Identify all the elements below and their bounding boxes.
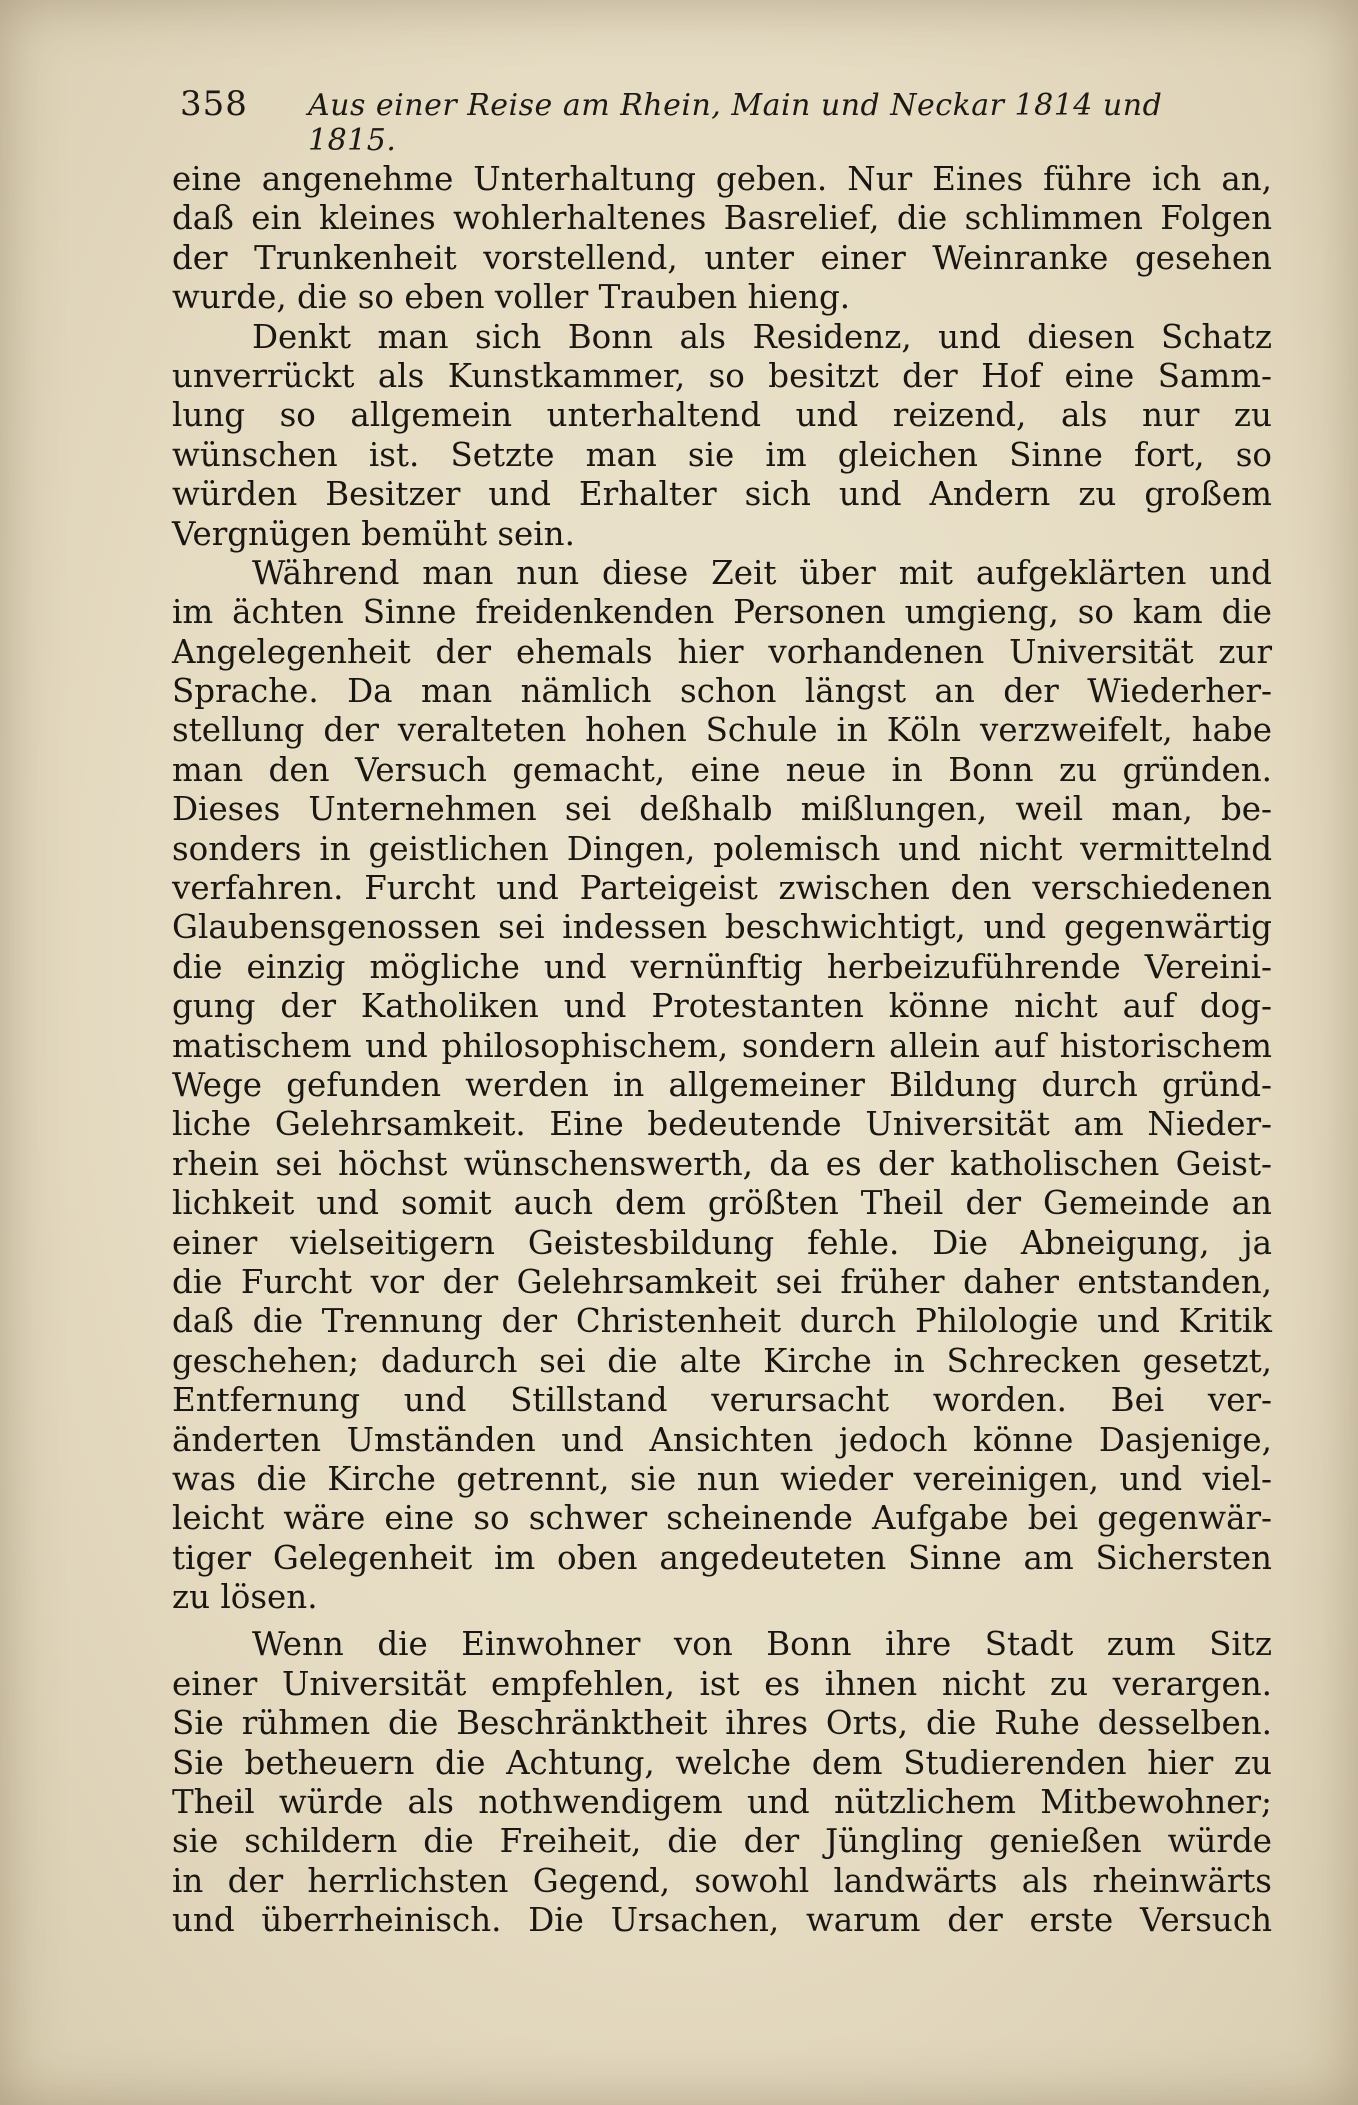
body-text	[172, 160, 1272, 1941]
text-line: änderten Umständen und Ansichten jedoch könne Dasjenige,	[172, 1420, 1272, 1459]
text-line: Entfernung und Stillstand verursacht worden. Bei ver-	[172, 1381, 1272, 1420]
text-line: die Furcht vor der Gelehrsamkeit sei früher daher entstanden,	[172, 1262, 1272, 1301]
text-line: gung der Katholiken und Protestanten könne nicht auf dog-	[172, 987, 1272, 1026]
text-line: lung so allgemein unterhaltend und reizend, als nur zu	[172, 396, 1272, 435]
paragraph	[172, 160, 1272, 318]
text-line: matischem und philosophischem, sondern allein auf historischem	[172, 1026, 1272, 1065]
text-line: daß ein kleines wohlerhaltenes Basrelief, die schlimmen Folgen	[172, 199, 1272, 238]
text-line: Theil würde als nothwendigem und nützlichem Mitbewohner;	[172, 1783, 1272, 1822]
text-line: und überrheinisch. Die Ursachen, warum der erste Versuch	[172, 1901, 1272, 1940]
text-line: wurde, die so eben voller Trauben hieng.	[172, 278, 851, 317]
paragraph	[172, 554, 1272, 1618]
text-line: die einzig mögliche und vernünftig herbeizuführende Vereini-	[172, 947, 1272, 986]
text-line: zu lösen.	[172, 1578, 318, 1617]
text-line: daß die Trennung der Christenheit durch Philologie und Kritik	[172, 1302, 1272, 1341]
text-line: Sie rühmen die Beschränktheit ihres Orts, die Ruhe desselben.	[172, 1704, 1272, 1743]
text-line: im ächten Sinne freidenkenden Personen umgieng, so kam die	[172, 593, 1272, 632]
text-line: unverrückt als Kunstkammer, so besitzt der Hof eine Samm-	[172, 356, 1272, 395]
text-line: Wenn die Einwohner von Bonn ihre Stadt zum Sitz	[252, 1625, 1272, 1664]
text-line: Sprache. Da man nämlich schon längst an der Wiederher-	[172, 672, 1272, 711]
text-line: Angelegenheit der ehemals hier vorhandenen Universität zur	[172, 632, 1272, 671]
text-line: einer vielseitigern Geistesbildung fehle. Die Abneigung, ja	[172, 1223, 1272, 1262]
page-header	[180, 84, 1180, 158]
text-line: einer Universität empfehlen, ist es ihnen nicht zu verargen.	[172, 1664, 1272, 1703]
text-line: Wege gefunden werden in allgemeiner Bildung durch gründ-	[172, 1065, 1272, 1104]
page-number: 358	[180, 84, 248, 124]
text-line: in der herrlichsten Gegend, sowohl landwärts als rheinwärts	[172, 1861, 1272, 1900]
text-line: sie schildern die Freiheit, die der Jüngling genießen würde	[172, 1822, 1272, 1861]
text-line: verfahren. Furcht und Parteigeist zwischen den verschiedenen	[172, 869, 1272, 908]
text-line: Sie betheuern die Achtung, welche dem Studierenden hier zu	[172, 1743, 1272, 1782]
text-line: tiger Gelegenheit im oben angedeuteten Sinne am Sichersten	[172, 1538, 1272, 1577]
text-line: rhein sei höchst wünschenswerth, da es der katholischen Geist-	[172, 1144, 1272, 1183]
text-line: wünschen ist. Setzte man sie im gleichen Sinne fort, so	[172, 435, 1272, 474]
text-line: eine angenehme Unterhaltung geben. Nur Eines führe ich an,	[172, 160, 1272, 198]
text-line: Vergnügen bemüht sein.	[172, 514, 575, 553]
text-line: lichkeit und somit auch dem größten Theil der Gemeinde an	[172, 1184, 1272, 1223]
text-line: man den Versuch gemacht, eine neue in Bonn zu gründen.	[172, 750, 1272, 789]
text-line: was die Kirche getrennt, sie nun wieder vereinigen, und viel-	[172, 1459, 1272, 1498]
paragraph	[172, 1625, 1272, 1940]
text-line: Dieses Unternehmen sei deßhalb mißlungen, weil man, be-	[172, 790, 1272, 829]
text-line: liche Gelehrsamkeit. Eine bedeutende Universität am Nieder-	[172, 1105, 1272, 1144]
text-line: stellung der veralteten hohen Schule in Köln verzweifelt, habe	[172, 711, 1272, 750]
text-line: Denkt man sich Bonn als Residenz, und diesen Schatz	[252, 317, 1272, 356]
paragraph	[172, 318, 1272, 554]
running-title: Aus einer Reise am Rhein, Main und Neckar 1814 und 1815.	[308, 88, 1163, 158]
text-line: geschehen; dadurch sei die alte Kirche in Schrecken gesetzt,	[172, 1341, 1272, 1380]
text-line: Glaubensgenossen sei indessen beschwichtigt, und gegenwärtig	[172, 908, 1272, 947]
text-line: Während man nun diese Zeit über mit aufgeklärten und	[252, 553, 1272, 592]
text-line: würden Besitzer und Erhalter sich und Andern zu großem	[172, 475, 1272, 514]
text-line: sonders in geistlichen Dingen, polemisch und nicht vermittelnd	[172, 829, 1272, 868]
text-line: der Trunkenheit vorstellend, unter einer Weinranke gesehen	[172, 238, 1272, 277]
text-line: leicht wäre eine so schwer scheinende Aufgabe bei gegenwär-	[172, 1499, 1272, 1538]
